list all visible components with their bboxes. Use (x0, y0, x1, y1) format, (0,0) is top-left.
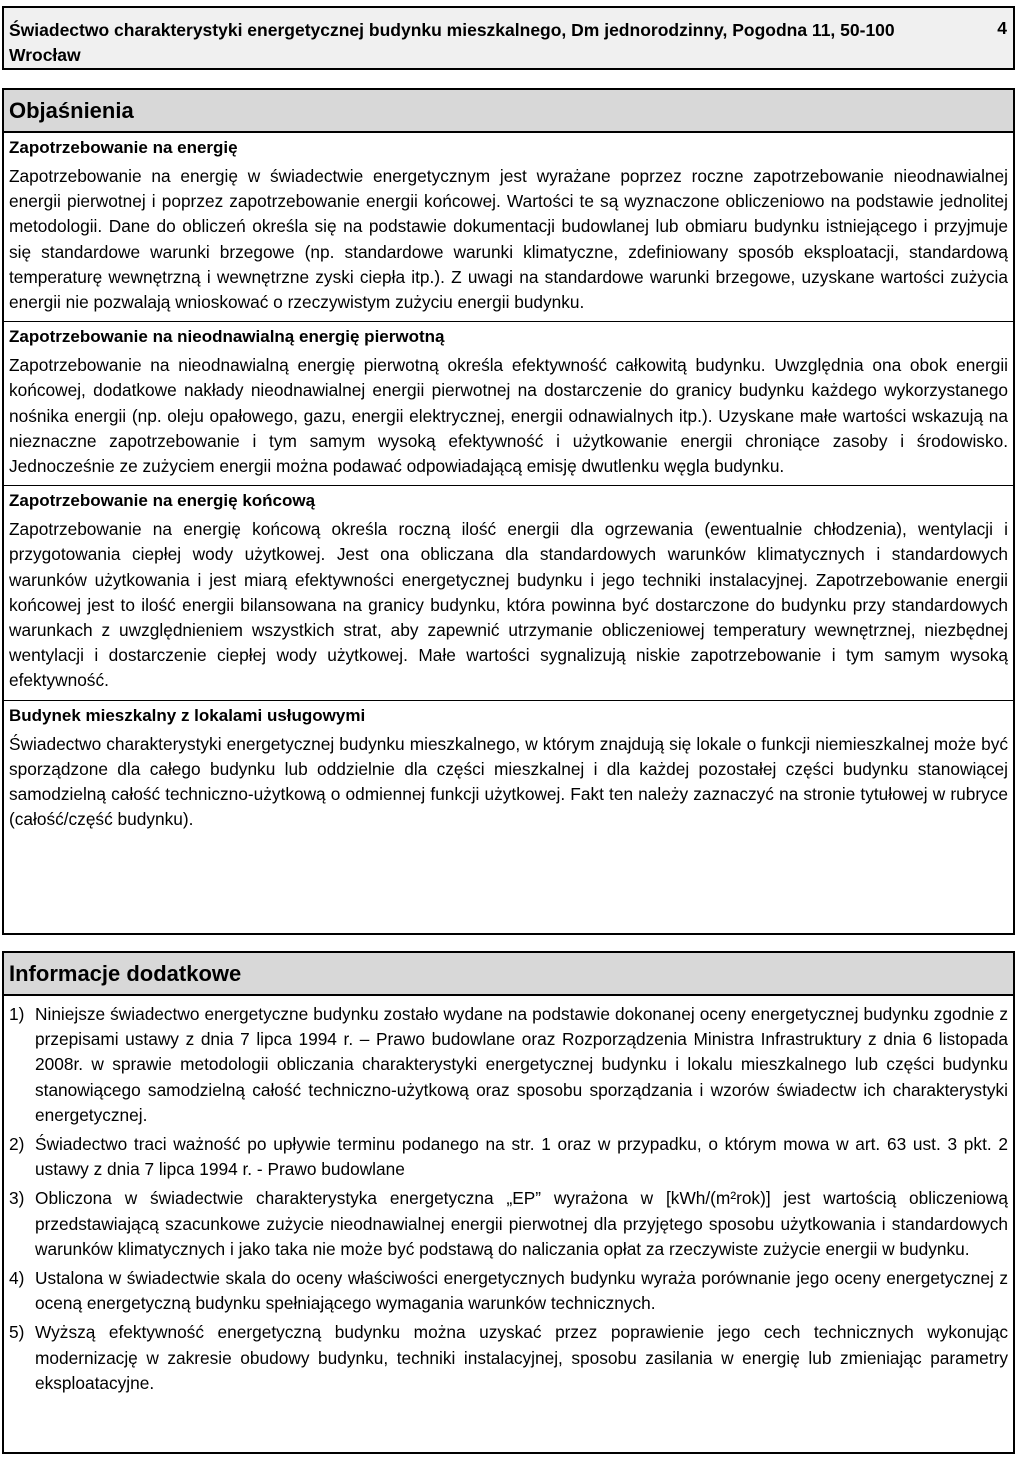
explanations-heading: Objaśnienia (4, 90, 1013, 133)
list-item-text: Świadectwo traci ważność po upływie terminu podanego na str. 1 oraz w przypadku, o którym mowa w art. 63 ust. 3 pkt. 2 ustawy z dnia 7 lipca 1994 r. - Prawo budowlane (35, 1134, 1008, 1180)
list-item-text: Niniejsze świadectwo energetyczne budynku zostało wydane na podstawie dokonanej oceny energetycznej budynku zgodnie z przepisami ustawy z dnia 7 lipca 1994 r. – Prawo budowlane oraz Rozporządzenia Ministra Infrastruktury z dnia 6 listopada 2008r. w sprawie metodologii obliczania charakterystyki energetycznej budynku i lokalu mieszkalnego lub części budynku stanowiącego samodzielną całość techniczno-użytkową oraz sposobu sporządzania i wzorów świadectw ich charakterystyki energetycznej. (35, 1004, 1008, 1125)
document-header (2, 6, 1015, 70)
page-number: 4 (997, 18, 1007, 38)
list-item (9, 1002, 1008, 1128)
list-item-number: 1) (9, 1004, 25, 1024)
list-item (9, 1320, 1008, 1396)
list-item-number: 2) (9, 1134, 25, 1155)
additional-info-heading: Informacje dodatkowe (4, 953, 1013, 996)
list-item-number: 4) (9, 1268, 25, 1289)
subsection-title-final-energy: Zapotrzebowanie na energię końcową (9, 491, 316, 511)
list-item (9, 1186, 1008, 1262)
list-item-text: Ustalona w świadectwie skala do oceny właściwości energetycznych budynku wyraża porównanie jego oceny energetycznej z oceną energetyczną budynku spełniającego wymagania warunków technicznych. (35, 1268, 1008, 1314)
document-title: Świadectwo charakterystyki energetycznej budynku mieszkalnego, Dm jednorodzinny, Pogodna 11, 50-100 Wrocław (9, 20, 895, 65)
list-item-text: Obliczona w świadectwie charakterystyka energetyczna „EP” wyrażona w [kWh/(m²rok)] jest wartością obliczeniową przedstawiającą szacunkowe zużycie nieodnawialnej energii pierwotnej dla przyjętego sposobu użytkowania i standardowych warunków klimatycznych i jako taka nie może być podstawą do naliczania opłat za rzeczywiste zużycie energii w budynku. (35, 1188, 1008, 1259)
list-item (9, 1132, 1008, 1182)
list-item (9, 1266, 1008, 1316)
subsection-text-final-energy: Zapotrzebowanie na energię końcową określa roczną ilość energii dla ogrzewania (ewentualnie chłodzenia), wentylacji i przygotowania ciepłej wody użytkowej. Jest ona obliczana dla standardowych warunków klimatycznych i standardowych warunków użytkowania i jest miarą efektywności energetycznej budynku i jego techniki instalacyjnej. Zapotrzebowanie energii końcowej jest to ilość energii bilansowana na granicy budynku, która powinna być dostarczone do budynku przy standardowych warunkach z uwzględnieniem wszystkich strat, aby zapewnić utrzymanie obliczeniowej temperatury wewnętrznej, niezbędnej wentylacji i dostarczenie ciepłej wody użytkowej. Małe wartości sygnalizują niskie zapotrzebowanie i tym samym wysoką efektywność. (9, 519, 1008, 691)
subsection-text-mixed-use-building: Świadectwo charakterystyki energetycznej budynku mieszkalnego, w którym znajdują się lokale o funkcji niemieszkalnej może być sporządzone dla całego budynku lub oddzielnie dla części mieszkalnej i dla każdej pozostałej części budynku stanowiącej samodzielną całość techniczno-użytkową o odmiennej funkcji użytkowej. Fakt ten należy zaznaczyć na stronie tytułowej w rubryce (całość/część budynku). (9, 733, 1008, 830)
additional-info-list (4, 996, 1013, 1396)
subsection-title-mixed-use-building: Budynek mieszkalny z lokalami usługowymi (9, 705, 366, 725)
subsection-title-energy-demand: Zapotrzebowanie na energię (9, 138, 238, 157)
subsection-text-energy-demand: Zapotrzebowanie na energię w świadectwie energetycznym jest wyrażane poprzez roczne zapotrzebowanie nieodnawialnej energii pierwotnej i poprzez zapotrzebowanie energii końcowej. Wartości te są wyznaczone obliczeniowo na podstawie jednolitej metodologii. Dane do obliczeń określa się na podstawie dokumentacji budowlanej lub obmiaru budynku istniejącego i przyjmuje się standardowe warunki brzegowe (np. standardowe warunki klimatyczne, zdefiniowany sposób eksploatacji, standardową temperaturę wewnętrzną i wewnętrzne zyski ciepła itp.). Z uwagi na standardowe warunki brzegowe, uzyskane wartości zużycia energii nie pozwalają wnioskować o rzeczywistym zużyciu energii budynku. (9, 166, 1008, 313)
additional-info-section (2, 951, 1015, 1454)
subsection-text-primary-energy: Zapotrzebowanie na nieodnawialną energię pierwotną określa efektywność całkowitą budynku. Uwzględnia ona obok energii końcowej, dodatkowe nakłady nieodnawialnej energii pierwotnej na dostarczenie do granicy budynku każdego wykorzystanego nośnika energii (np. oleju opałowego, gazu, energii elektrycznej, energii odnawialnych itp.). Uzyskane małe wartości wskazują na nieznaczne zapotrzebowanie i tym samym wysoką efektywność i użytkowanie energii chroniące zasoby i środowisko. Jednocześnie ze zużyciem energii można podawać odpowiadającą emisję dwutlenku węgla budynku. (9, 355, 1008, 477)
explanations-section (2, 88, 1015, 935)
subsection-title-primary-energy: Zapotrzebowanie na nieodnawialną energię pierwotną (9, 327, 445, 347)
list-item-number: 5) (9, 1322, 25, 1343)
list-item-text: Wyższą efektywność energetyczną budynku można uzyskać przez poprawienie jego cech technicznych wykonując modernizację w zakresie obudowy budynku, techniki instalacyjnej, sposobu zasilania w energię lub zmieniając parametry eksploatacyjne. (35, 1322, 1008, 1393)
list-item-number: 3) (9, 1188, 25, 1209)
